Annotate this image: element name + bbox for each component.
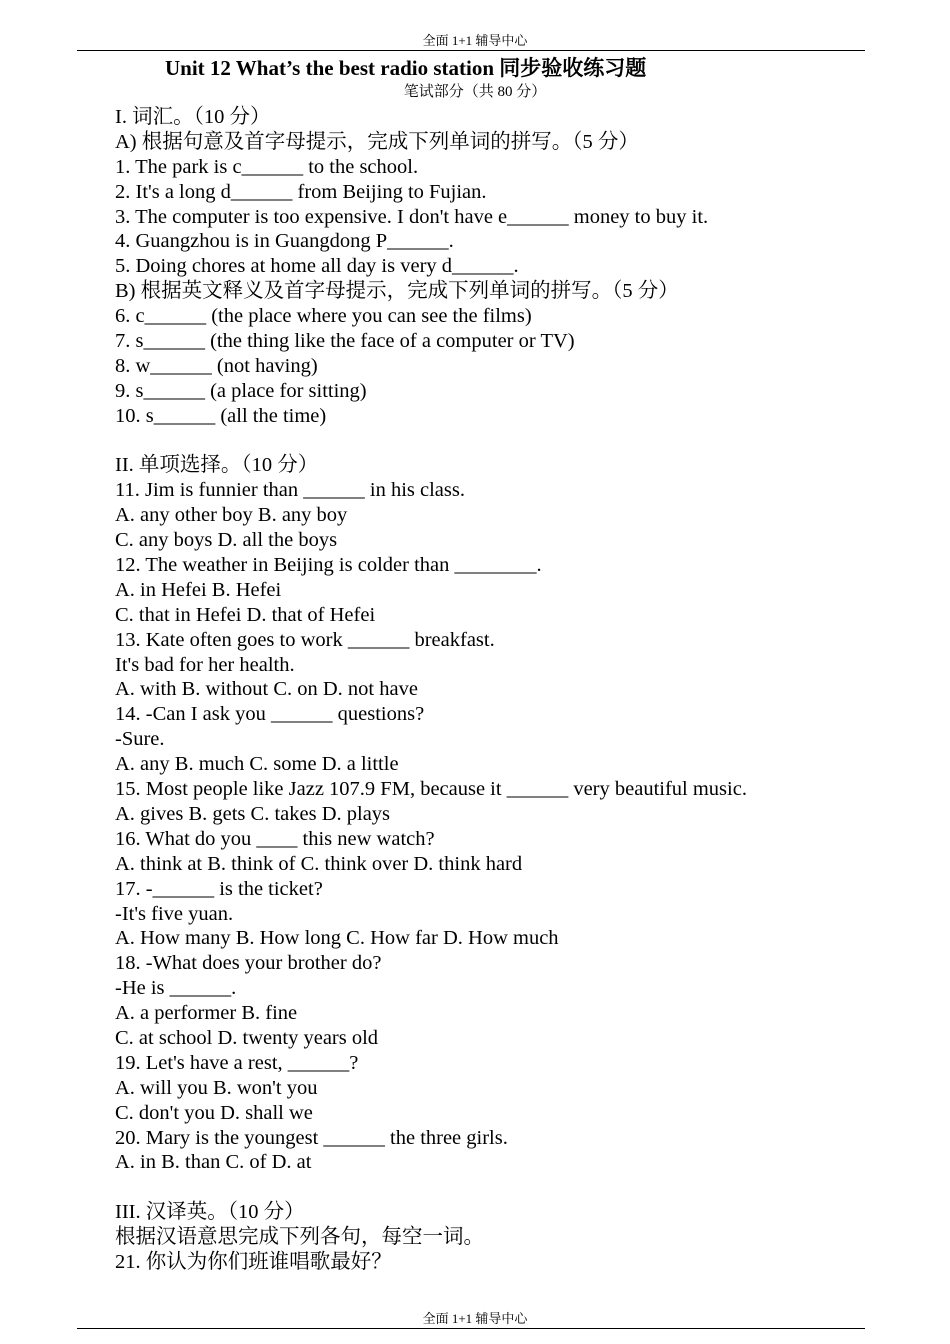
page-footer: 全面 1+1 辅导中心 <box>422 1311 528 1326</box>
question-line: 2. It's a long d______ from Beijing to Fujian. <box>115 180 487 203</box>
answer-options: A. will you B. won't you <box>115 1076 318 1099</box>
document-subtitle: 笔试部分（共 80 分） <box>403 84 547 100</box>
section-heading: III. 汉译英。（10 分） <box>115 1201 305 1224</box>
answer-options: A. gives B. gets C. takes D. plays <box>115 802 391 825</box>
answer-options: C. that in Hefei D. that of Hefei <box>115 603 376 626</box>
question-line: 17. -______ is the ticket? <box>115 877 323 900</box>
blank-line <box>115 429 895 454</box>
question-line: 19. Let's have a rest, ______? <box>115 1051 359 1074</box>
subsection-heading: B) 根据英文释义及首字母提示，完成下列单词的拼写。（5 分） <box>115 280 679 303</box>
question-line: It's bad for her health. <box>115 653 295 676</box>
page-header: 全面 1+1 辅导中心 <box>422 33 528 48</box>
answer-options: C. at school D. twenty years old <box>115 1026 379 1049</box>
question-line: 12. The weather in Beijing is colder than ________. <box>115 554 542 577</box>
question-line: 18. -What does your brother do? <box>115 952 382 975</box>
question-line: 14. -Can I ask you ______ questions? <box>115 703 425 726</box>
question-line: 13. Kate often goes to work ______ breakfast. <box>115 628 495 651</box>
question-line: 16. What do you ____ this new watch? <box>115 827 435 850</box>
answer-options: A. with B. without C. on D. not have <box>115 678 418 701</box>
question-line: 5. Doing chores at home all day is very d______. <box>115 255 519 278</box>
question-line: 10. s______ (all the time) <box>115 404 327 427</box>
blank-line <box>115 1175 895 1200</box>
answer-options: A. a performer B. fine <box>115 1002 298 1025</box>
section-heading: II. 单项选择。（10 分） <box>115 454 319 477</box>
question-line: 3. The computer is too expensive. I don't have e______ money to buy it. <box>115 205 709 228</box>
footer-rule <box>77 1328 865 1329</box>
question-line: 7. s______ (the thing like the face of a computer or TV) <box>115 330 575 353</box>
question-line: 4. Guangzhou is in Guangdong P______. <box>115 230 454 253</box>
answer-options: A. in B. than C. of D. at <box>115 1151 312 1174</box>
question-line: -He is ______. <box>115 977 237 1000</box>
answer-options: A. any B. much C. some D. a little <box>115 753 399 776</box>
answer-options: A. in Hefei B. Hefei <box>115 578 282 601</box>
header-rule <box>77 50 865 51</box>
answer-options: A. any other boy B. any boy <box>115 504 348 527</box>
answer-options: C. any boys D. all the boys <box>115 529 338 552</box>
question-line: -It's five yuan. <box>115 902 234 925</box>
answer-options: C. don't you D. shall we <box>115 1101 313 1124</box>
question-line: 8. w______ (not having) <box>115 354 318 377</box>
instruction-line: 根据汉语意思完成下列各句，每空一词。 <box>115 1226 484 1249</box>
question-line: 9. s______ (a place for sitting) <box>115 379 367 402</box>
question-line: 21. 你认为你们班谁唱歌最好？ <box>115 1250 392 1273</box>
exercise-body <box>115 105 895 1275</box>
question-line: 1. The park is c______ to the school. <box>115 155 419 178</box>
question-line: 20. Mary is the youngest ______ the three girls. <box>115 1126 508 1149</box>
question-line: 15. Most people like Jazz 107.9 FM, because it ______ very beautiful music. <box>115 778 747 801</box>
section-heading: I. 词汇。（10 分） <box>115 106 271 128</box>
question-line: 6. c______ (the place where you can see the films) <box>115 305 532 328</box>
answer-options: A. How many B. How long C. How far D. How much <box>115 927 559 950</box>
subsection-heading: A) 根据句意及首字母提示，完成下列单词的拼写。（5 分） <box>115 130 639 153</box>
answer-options: A. think at B. think of C. think over D. think hard <box>115 852 523 875</box>
question-line: -Sure. <box>115 728 165 751</box>
question-line: 11. Jim is funnier than ______ in his class. <box>115 479 465 502</box>
document-title: Unit 12 What’s the best radio station 同步验收练习题 <box>165 56 647 80</box>
